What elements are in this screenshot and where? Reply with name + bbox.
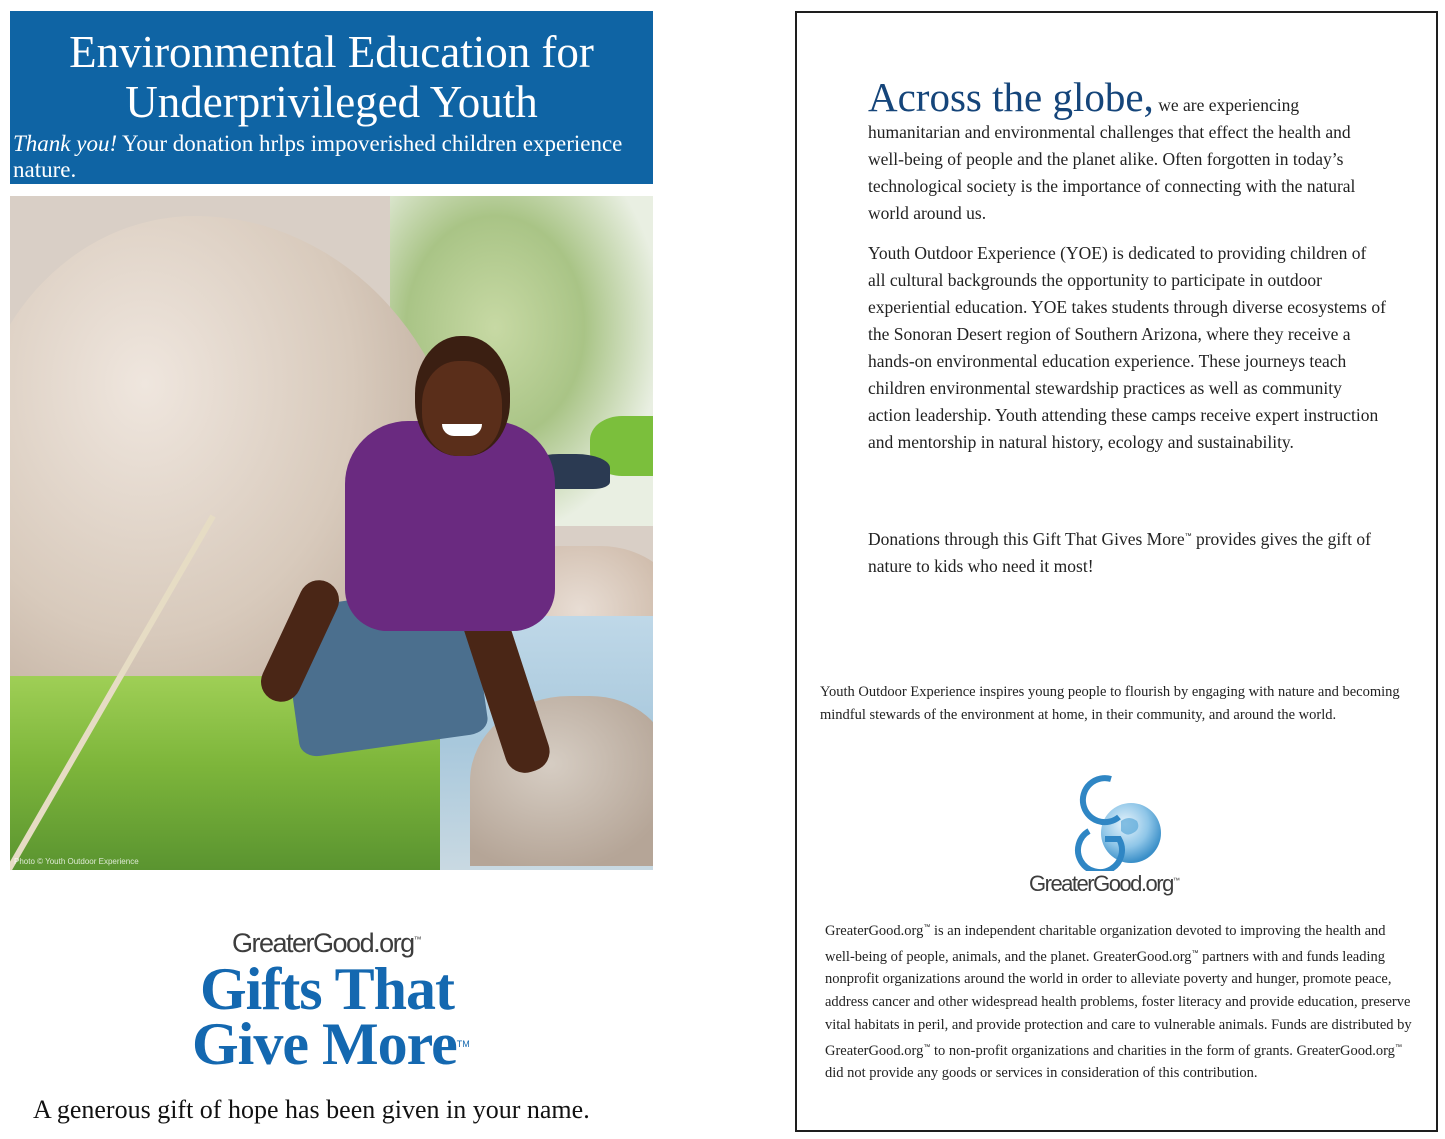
gifts-that-give-more-logo <box>192 928 482 1078</box>
greatergood-wordmark: GreaterGood.org™ <box>1029 871 1179 896</box>
thank-you-text: Thank you! <box>13 131 118 156</box>
greatergood-logo <box>1029 771 1219 901</box>
banner-title-line2: Underprivileged Youth <box>125 77 538 127</box>
banner-subtitle-text: Your donation hrlps impoverished children experience nature. <box>13 131 623 182</box>
gift-tagline: A generous gift of hope has been given in your name. <box>33 1095 590 1124</box>
photo-credit: Photo © Youth Outdoor Experience <box>14 857 139 866</box>
yoe-paragraph: Youth Outdoor Experience (YOE) is dedicated to providing children of all cultural backgrounds the opportunity to participate in outdoor experiential education. YOE takes students through diverse ecosystems of the Sonoran Desert region of Southern Arizona, where they receive a hands-on environmental education experience. These journeys teach children environmental stewardship practices as well as community action leadership. Youth attending these camps receive expert instruction and mentorship in natural history, ecology and sustainability. <box>868 243 1386 452</box>
left-panel <box>0 0 660 1139</box>
about-greatergood: GreaterGood.org™ is an independent charitable organization devoted to improving the health and well-being of people, animals, and the planet. GreaterGood.org™ partners with and funds leading nonprofit organizations around the world in order to alleviate poverty and hunger, promote peace, address cancer and other widespread health problems, foster literacy and provide education, preserve vital habitats in peril, and provide protection and care to vulnerable animals. Funds are distributed by GreaterGood.org™ to non-profit organizations and charities in the form of grants. GreaterGood.org™ did not provide any goods or services in consideration of this contribution. <box>825 922 1412 1082</box>
headline: Across the globe, <box>868 74 1154 120</box>
globe-gg-icon <box>1059 771 1179 871</box>
photo-girl-in-stream <box>10 196 653 870</box>
banner-title <box>10 27 653 127</box>
header-banner <box>10 11 653 184</box>
donation-paragraph: Donations through this Gift That Gives More™ provides gives the gift of nature to kids who need it most! <box>868 528 1371 576</box>
right-panel <box>795 11 1438 1132</box>
logo-line2: Give More™ <box>192 1011 470 1077</box>
mission-statement: Youth Outdoor Experience inspires young people to flourish by engaging with nature and becoming mindful stewards of the environment at home, in their community, and around the world. <box>820 684 1400 723</box>
logo-greatergood-text: GreaterGood.org™ <box>232 928 422 958</box>
intro-paragraph <box>868 74 1388 227</box>
banner-subtitle <box>13 131 643 183</box>
intro-text: we are experiencing humanitarian and environmental challenges that effect the health and well-being of people and the planet alike. Often forgotten in today’s technological society is the importance of connecting with the natural world around us. <box>868 95 1356 223</box>
banner-title-line1: Environmental Education for <box>69 27 594 77</box>
logo-line1: Gifts That <box>200 956 454 1022</box>
